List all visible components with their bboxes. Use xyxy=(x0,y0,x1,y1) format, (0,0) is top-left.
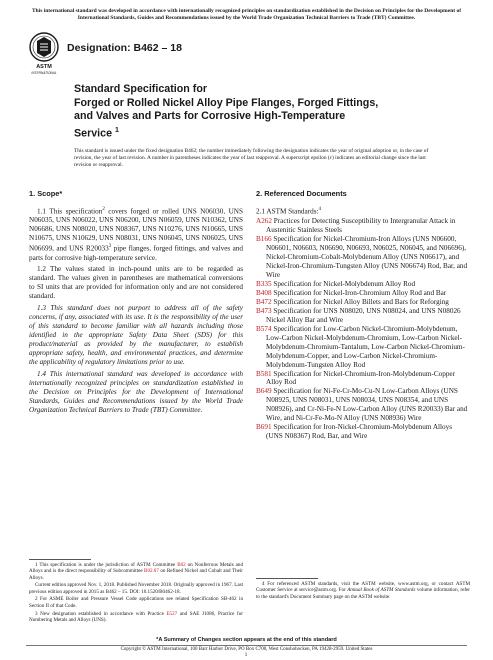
reference-code-link[interactable]: B649 xyxy=(256,387,272,396)
scope-paragraph-1: 1.1 This specification$^2$ covers forged or rolled UNS N06030, UNS N06035, UNS N06022, UNS N06200, UNS N06059, UNS N10362, UNS N06686, UNS N08020, UNS N08367, UNS N10276, UNS N10665, UNS N10675, UNS N10629, UNS N08031, UNS N06045, UNS N06025, UNS N06699, and UNS R20033$^3$ pipe flanges, forged fittings, and valves and parts for corrosive high-temperature service. xyxy=(29,206,243,262)
reference-title: Specification for Nickel-Chromium-Iron Alloys (UNS N06600, N06601, N06603, N06690, N06693, N06025, N06045, and N06696), Nickel-Chromium-Cobalt-Molybdenum Alloy (UNS N06617), and Nickel-Iron-Chromium-Tungsten Alloy (UNS N06674) Rod, Bar, and Wire xyxy=(266,235,468,280)
footnote-rule-right xyxy=(256,578,318,579)
references-subheading: 2.1 ASTM Standards:$^4$ xyxy=(256,206,321,216)
copyright-line: Copyright © ASTM International, 100 Barr Harbor Drive, PO Box C700, West Conshohocken, PA 19428-2959. United States xyxy=(26,645,467,652)
reference-code-link[interactable]: B574 xyxy=(256,324,272,333)
reference-item xyxy=(256,217,470,235)
footnote-1-edition: Current edition approved Nov. 1, 2018. Published November 2018. Originally approved in 1967. Last previous edition approved in 2015 as B462 – 15. DOI: 10.1520/B0462-18. xyxy=(29,582,243,595)
footnotes-left xyxy=(29,562,243,625)
reference-list xyxy=(256,217,470,441)
committee-link[interactable]: B02 xyxy=(177,562,186,568)
reference-item xyxy=(256,298,470,307)
designation: Designation: B462 – 18 xyxy=(67,42,182,54)
reference-item xyxy=(256,307,470,325)
standard-title xyxy=(74,83,434,141)
reference-item xyxy=(256,387,470,423)
reference-title: Specification for Iron-Nickel-Chromium-Molybdenum Alloys (UNS N08367) Rod, Bar, and Wire xyxy=(266,423,453,441)
summary-of-changes-note: *A Summary of Changes section appears at the end of this standard xyxy=(156,637,337,643)
reference-title: Practices for Detecting Susceptibility to Intergranular Attack in Austenitic Stainless Steels xyxy=(266,217,456,235)
issuance-note: This standard is issued under the fixed designation B462; the number immediately following the designation indicates the year of original adoption or, in the case of revision, the year of last revision. A number in parentheses indicates the year of last reapproval. A superscript epsilon (ε) indicates an editorial change since the last revision or reapproval. xyxy=(74,148,429,168)
reference-title: Specification for Ni-Fe-Cr-Mo-Cu-N Low-Carbon Alloys (UNS N08925, UNS N08031, UNS N08034, UNS N08354, and UNS N08926), and Cr-Ni-Fe-N Low-Carbon Alloy (UNS R20033) Bar and Wire, and Ni-Cr-Fe-Mo-N Alloy (UNS N08936) Wire xyxy=(266,387,468,423)
reference-code-link[interactable]: B581 xyxy=(256,369,272,378)
footnote-3: 3 New designation established in accordance with Practice E527 and SAE J1086, Practice for Numbering Metals and Alloys (UNS). xyxy=(29,610,243,623)
title-footnote-ref: 1 xyxy=(115,126,119,134)
footnote-4: 4 For referenced ASTM standards, visit the ASTM website, www.astm.org, or contact ASTM Customer Service at service@astm.org. For Annual Book of ASTM Standards volume information, refer to the standard's Document Summary page on the ASTM website. xyxy=(256,581,470,600)
reference-code-link[interactable]: B473 xyxy=(256,306,272,315)
reference-code-link[interactable]: A262 xyxy=(256,217,272,226)
title-line-3: and Valves and Parts for Corrosive High-Temperature xyxy=(74,110,346,122)
reference-item xyxy=(256,370,470,388)
reference-item xyxy=(256,325,470,370)
reference-title: Specification for Nickel-Molybdenum Alloy Rod xyxy=(271,279,416,288)
footnote-rule-left xyxy=(29,559,91,560)
reference-item xyxy=(256,235,470,280)
left-column xyxy=(29,190,243,418)
reference-item xyxy=(256,423,470,441)
scope-paragraph-3: 1.3 This standard does not purport to address all of the safety concerns, if any, associated with its use. It is the responsibility of the user of this standard to become familiar with all hazards including those identified in the appropriate Safety Data Sheet (SDS) for this product/material as provided by the manufacturer, to establish appropriate safety, health, and environmental practices, and determine the applicability of regulatory limitations prior to use. xyxy=(29,304,243,366)
scope-heading: 1. Scope* xyxy=(29,189,63,198)
reference-title: Specification for Nickel-Chromium-Iron-Molybdenum-Copper Alloy Rod xyxy=(266,369,456,387)
right-column xyxy=(256,190,470,441)
reference-title: Specification for Nickel Alloy Billets and Bars for Reforging xyxy=(271,297,449,306)
footnote-2: 2 For ASME Boiler and Pressure Vessel Code applications see related Specification SB-462 in Section II of that Code. xyxy=(29,596,243,609)
page-number: 1 xyxy=(244,652,248,658)
scope-paragraph-2: 1.2 The values stated in inch-pound units are to be regarded as standard. The values given in parentheses are mathematical conversions to SI units that are provided for information only and are not considered standard. xyxy=(29,265,243,301)
subcommittee-link[interactable]: B02.07 xyxy=(144,568,159,575)
title-line-1: Standard Specification for xyxy=(74,83,208,95)
reference-title: Specification for UNS N08020, UNS N08024, and UNS N08026 Nickel Alloy Bar and Wire xyxy=(266,306,461,324)
footnote-1: 1 This specification is under the jurisdiction of ASTM Committee B02 on Nonferrous Metals and Alloys and is the direct responsibility of Subcommittee B02.07 on Refined Nickel and Cobalt and Their Alloys. xyxy=(29,562,243,581)
reference-title: Specification for Nickel-Iron-Chromium Alloy Rod and Bar xyxy=(271,288,447,297)
references-heading: 2. Referenced Documents xyxy=(256,189,347,198)
tbt-notice: This international standard was developed in accordance with internationally recognized principles on standardization established in the Decision on Principles for the Development of International Standards, Guides and Recommendations issued by the World Trade Organization Technical Barriers to Trade (TBT) Committee. xyxy=(31,8,462,21)
practice-link[interactable]: E527 xyxy=(166,610,178,617)
title-line-2: Forged or Rolled Nickel Alloy Pipe Flanges, Forged Fittings, xyxy=(74,96,379,109)
reference-code-link[interactable]: B472 xyxy=(256,297,272,306)
reference-code-link[interactable]: B166 xyxy=(256,235,272,244)
logo-letters: ASTM xyxy=(36,64,52,70)
reference-item xyxy=(256,280,470,289)
reference-item xyxy=(256,289,470,298)
reference-title: Specification for Low-Carbon Nickel-Chromium-Molybdenum, Low-Carbon Nickel-Molybdenum-Chromium, Low-Carbon Nickel-Molybdenum-Chromium-Tantalum, Low-Carbon Nickel-Chromium-Molybdenum-Copper, and Low-Carbon Nickel-Chromium-Molybdenum-Tungsten Alloy Rod xyxy=(266,324,465,369)
astm-logo-icon xyxy=(28,31,60,75)
title-line-4: Service $^1$ xyxy=(74,126,119,140)
scope-paragraph-4: 1.4 This international standard was developed in accordance with internationally recognized principles on standardization established in the Decision on Principles for the Development of International Standards, Guides and Recommendations issued by the World Trade Organization Technical Barriers to Trade (TBT) Committee. xyxy=(29,369,243,414)
reference-code-link[interactable]: B408 xyxy=(256,288,272,297)
reference-code-link[interactable]: B691 xyxy=(256,423,272,432)
logo-subtext: INTERNATIONAL xyxy=(31,71,57,75)
reference-code-link[interactable]: B335 xyxy=(256,279,272,288)
